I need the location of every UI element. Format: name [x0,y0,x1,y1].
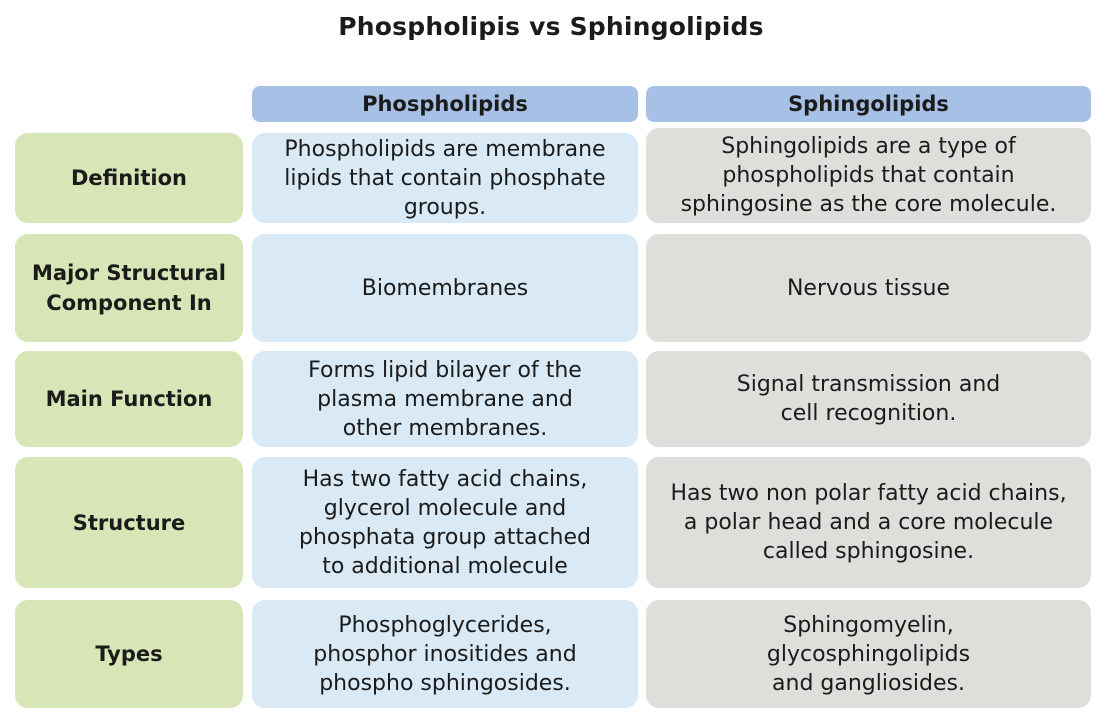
row-header-label: Types [95,642,163,666]
row-header-definition [15,133,243,223]
cell-text: Sphingomyelin, glycosphingolipids and gangliosides. [766,612,971,696]
phospholipids-definition-cell [252,133,638,223]
row-header-structure [15,457,243,588]
row-header-label: Main Function [45,387,213,411]
phospholipids-structure-cell [252,457,638,588]
diagram-title: Phospholipis vs Sphingolipids [338,12,764,41]
row-header-major-structural-component [15,234,243,342]
column-header-sphingolipids: Sphingolipids [646,86,1091,122]
cell-text: Has two fatty acid chains, glycerol molecule and phosphata group attached to additional molecule [299,466,591,579]
sphingolipids-function-cell [646,351,1091,447]
sphingolipids-component-cell [646,234,1091,342]
row-header-types [15,600,243,708]
column-header-phospholipids: Phospholipids [252,86,638,122]
cell-text: Biomembranes [361,275,529,301]
cell-text: Phosphoglycerides, phosphor inositides and phospho sphingosides. [313,612,577,696]
cell-text: Phospholipids are membrane lipids that contain phosphate groups. [284,136,606,220]
row-header-label: Structure [72,510,186,535]
cell-text: Signal transmission and cell recognition. [736,372,1001,426]
phospholipids-types-cell [252,600,638,708]
row-header-label: Definition [70,166,187,190]
cell-text: Nervous tissue [786,275,951,301]
row-header-label: Major Structural Component In [32,261,226,315]
cell-text: Has two non polar fatty acid chains, a polar head and a core molecule called sphingosine. [670,481,1067,564]
sphingolipids-definition-cell [646,128,1091,223]
phospholipids-function-cell [252,351,638,447]
cell-text: Sphingolipids are a type of phospholipids that contain sphingosine as the core molecule. [680,134,1057,217]
phospholipids-component-cell [252,234,638,342]
row-header-main-function [15,351,243,447]
cell-text: Forms lipid bilayer of the plasma membrane and other membranes. [308,357,582,441]
sphingolipids-types-cell [646,600,1091,708]
sphingolipids-structure-cell [646,457,1091,588]
